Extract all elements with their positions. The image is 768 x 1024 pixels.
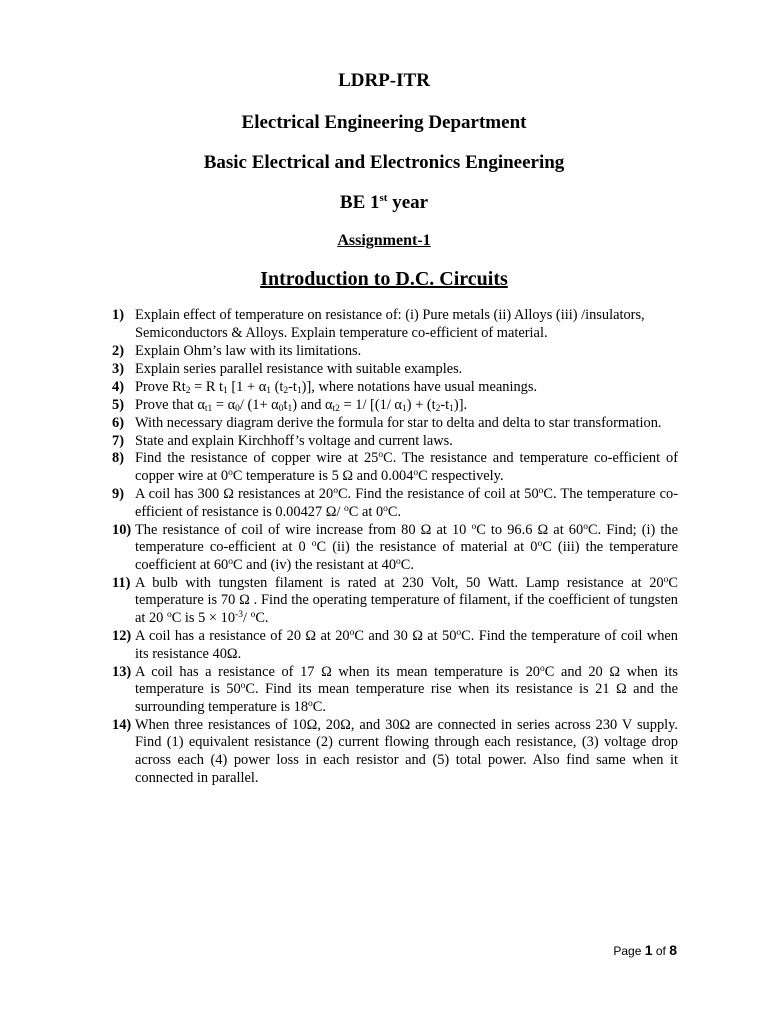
question-number: 11)	[112, 574, 131, 591]
question-text: Explain Ohm’s law with its limitations.	[135, 342, 362, 359]
question-number: 12)	[112, 627, 132, 644]
course-title: Basic Electrical and Electronics Engineering	[203, 152, 565, 173]
question-item	[112, 307, 678, 342]
question-number: 7)	[112, 432, 124, 449]
question-item	[112, 343, 678, 361]
question-number: 6)	[112, 414, 124, 431]
page-of: of	[652, 944, 670, 958]
question-item	[112, 717, 678, 787]
question-number: 4)	[112, 378, 124, 395]
year-ordinal: st	[379, 192, 388, 204]
question-item	[112, 575, 678, 628]
question-text: A bulb with tungsten filament is rated at 230 Volt, 50 Watt. Lamp resistance at 20$^o$C temperature is 70 Ω . Find the operating temperature of filament, if the coefficient of tungsten at 20 $^o$C is $5 \times 10^{-3}/$ $^o$C.	[135, 574, 678, 626]
question-text: State and explain Kirchhoff’s voltage and current laws.	[135, 432, 453, 449]
question-item	[112, 486, 678, 521]
question-list	[112, 307, 678, 788]
assignment-title: Assignment-1	[337, 232, 431, 249]
question-number: 14)	[112, 716, 132, 733]
question-text: A coil has a resistance of 17 Ω when its mean temperature is 20$^o$C and 20 Ω when its temperature is 50$^o$C. Find its mean temperature rise when its resistance is 21 Ω and the surrounding temperature is 18$^o$C.	[135, 663, 679, 715]
question-text: A coil has a resistance of 20 Ω at 20$^o$C and 30 Ω at 50$^o$C. Find the temperature of coil when its resistance 40Ω.	[135, 627, 678, 662]
question-text: A coil has 300 Ω resistances at 20$^o$C. Find the resistance of coil at 50$^o$C. The temperature co-efficient of resistance is 0.00427 Ω/ $^o$C at 0$^o$C.	[135, 486, 678, 520]
question-item	[112, 361, 678, 379]
question-number: 13)	[112, 663, 132, 680]
chapter-title: Introduction to D.C. Circuits	[260, 268, 508, 290]
question-text: When three resistances of 10Ω, 20Ω, and 30Ω are connected in series across 230 V supply. Find (1) equivalent resistance (2) current flowing through each resistance, (3) voltage drop across each (4) power loss in each resistor and (5) total power. Also find same when it connected in parallel.	[135, 716, 678, 786]
question-item	[112, 450, 678, 485]
question-item	[112, 664, 678, 717]
year-suffix: year	[387, 192, 429, 213]
question-text: With necessary diagram derive the formula for star to delta and delta to star transformation.	[135, 414, 662, 431]
question-item	[112, 522, 678, 575]
page-total: 8	[669, 942, 677, 958]
question-number: 3)	[112, 360, 124, 377]
question-text: Explain series parallel resistance with suitable examples.	[135, 360, 463, 377]
question-text: The resistance of coil of wire increase from 80 Ω at 10 $^o$C to 96.6 Ω at 60$^o$C. Find; (i) the temperature co-efficient at 0 $^o$C (ii) the resistance of material at 0$^o$C (iii) the temperature coefficient at 60$^o$C and (iv) the resistant at 40$^o$C.	[135, 521, 679, 573]
question-item	[112, 415, 678, 433]
year-prefix: BE 1	[339, 192, 380, 213]
question-number: 2)	[112, 342, 124, 359]
page-current: 1	[644, 942, 653, 958]
question-number: 8)	[112, 450, 124, 467]
question-item	[112, 433, 678, 451]
question-number: 9)	[112, 486, 124, 503]
question-text: Explain effect of temperature on resistance of: (i) Pure metals (ii) Alloys (iii) /insulators, Semiconductors & Alloys. Explain temperature co-efficient of material.	[135, 307, 645, 341]
question-number: 1)	[112, 307, 124, 323]
question-item	[112, 397, 678, 415]
question-text: Prove $Rt_2 = R$ $t_1$ [$1 + \alpha_1$ $(t_2-t_1)$], where notations have usual meanings.	[135, 378, 538, 396]
page-label: Page	[613, 944, 645, 958]
question-text: Find the resistance of copper wire at 25$^o$C. The resistance and temperature co-efficient of copper wire at 0$^o$C temperature is 5 Ω and 0.004$^o$C respectively.	[135, 450, 678, 485]
question-text: Prove that $\alpha_{t1} = \alpha_0/$ $(1+ \alpha_0t_1)$ and $\alpha_{t2} = 1/$ [(1/ $\alpha_1) + (t_2-t_1)$].	[135, 396, 468, 414]
question-item	[112, 379, 678, 397]
page-number	[613, 942, 677, 958]
question-item	[112, 628, 678, 663]
department-title: Electrical Engineering Department	[241, 112, 527, 133]
question-number: 10)	[112, 521, 132, 538]
year-title	[0, 192, 768, 214]
institute-title: LDRP-ITR	[338, 70, 430, 91]
question-number: 5)	[112, 396, 124, 413]
